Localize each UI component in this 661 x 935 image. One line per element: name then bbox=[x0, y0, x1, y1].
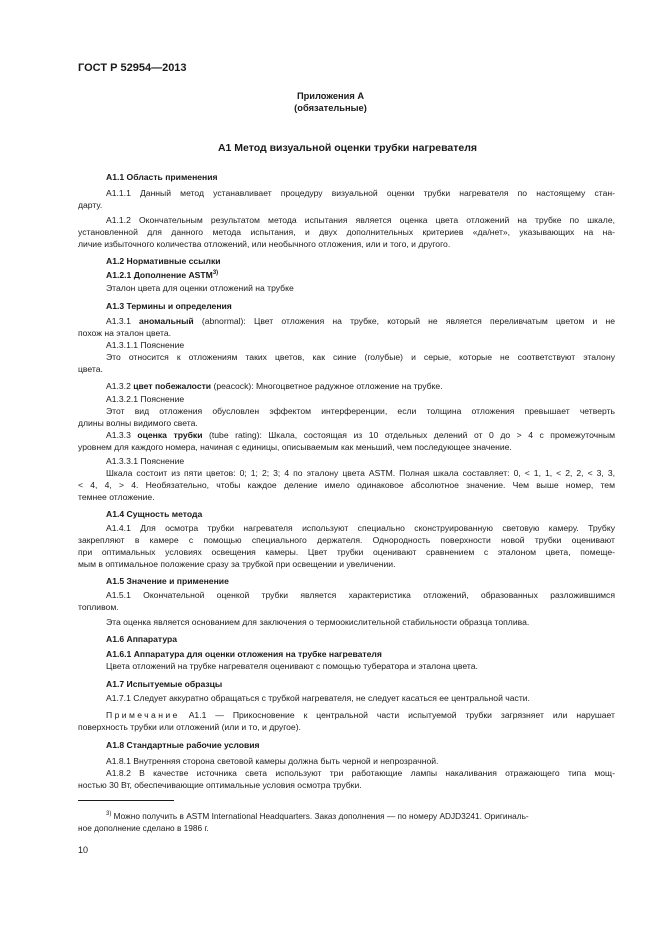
text-line: уровнем для каждого номера, начиная с единицы, описываемым как меньший, чем последующее значение. bbox=[78, 442, 512, 452]
text-line: мым в оптимальное положение сразу за трубкой при освещении и увеличении. bbox=[78, 559, 396, 569]
text-line: цвета. bbox=[78, 364, 103, 374]
text-line: А1.3.3 оценка трубки (tube rating): Шкала, состоящая из 10 отдельных делений от 0 до > 4 с промежуточным bbox=[106, 430, 615, 440]
text-line: А1.3.3.1 Пояснение bbox=[106, 456, 185, 466]
text-line: дарту. bbox=[78, 200, 103, 210]
text-line: А1.5.1 Окончательной оценкой трубки является характеристика отложений, образованных разложившимся bbox=[106, 590, 615, 600]
text-line: А1.8.2 В качестве источника света используют три работающие лампы накаливания отражающего типа мощ- bbox=[106, 768, 615, 778]
text-line: Эталон цвета для оценки отложений на трубке bbox=[106, 283, 294, 293]
footnote-text: Можно получить в ASTM International Headquarters. Заказ дополнения — по номеру ADJD3241. Оригиналь- bbox=[113, 811, 529, 821]
text-line: А1.3.1 аномальный (abnormal): Цвет отложения на трубке, который не является переливчатым цветом и не bbox=[106, 316, 615, 326]
text-line: Этот вид отложения обусловлен эффектом интерференции, если толщина отложения превышает четверть bbox=[106, 406, 615, 416]
text-line: Эта оценка является основанием для заключения о термоокислительной стабильности образца топлива. bbox=[106, 617, 530, 627]
document-header: ГОСТ Р 52954—2013 bbox=[78, 62, 187, 74]
term: оценка трубки bbox=[137, 430, 203, 440]
text-line: А1.3.2 цвет побежалости (peacock): Многоцветное радужное отложение на трубке. bbox=[106, 381, 443, 391]
text-line: личие избыточного количества отложений, или необычного отложения, или и того, и другого. bbox=[78, 239, 451, 249]
subsection-heading: А1.2 Нормативные ссылки bbox=[106, 256, 221, 266]
section-title: А1 Метод визуальной оценки трубки нагревателя bbox=[217, 142, 478, 154]
subsection-heading: А1.5 Значение и применение bbox=[106, 576, 229, 586]
footnote-line-1 bbox=[106, 810, 529, 822]
subsection-heading: А1.8 Стандартные рабочие условия bbox=[106, 740, 260, 750]
text-line: похож на эталон цвета. bbox=[78, 328, 171, 338]
subsection-heading: А1.2.1 Дополнение ASTM$^{3)}$ bbox=[106, 270, 219, 280]
footnote-line-2: ное дополнение сделано в 1986 г. bbox=[78, 823, 209, 833]
text-line: ностью 30 Вт, обеспечивающие оптимальные условия осмотра трубки. bbox=[78, 780, 362, 790]
text-line: при оптимальных условиях освещения камеры. Цвет трубки оценивают сравнением с эталоном цвета, помеще- bbox=[78, 547, 615, 557]
text-line: Примечание А1.1 — Прикосновение к центральной части испытуемой трубки загрязняет или нарушает bbox=[106, 710, 615, 720]
subsection-heading: А1.1 Область применения bbox=[106, 172, 218, 182]
text-line: А1.1.1 Данный метод устанавливает процедуру визуальной оценки трубки нагревателя по настоящему стан- bbox=[106, 188, 615, 198]
footnote-rule bbox=[78, 800, 174, 801]
text-line: А1.3.1.1 Пояснение bbox=[106, 340, 185, 350]
text-line: Это относится к отложениям таких цветов, как синие (голубые) и серые, которые не соответствуют эталону bbox=[106, 352, 615, 362]
note-label: Примечание bbox=[106, 710, 180, 720]
subsection-heading: А1.6.1 Аппаратура для оценки отложения на трубке нагревателя bbox=[106, 649, 382, 659]
term: аномальный bbox=[139, 316, 194, 326]
appendix-title: Приложения А bbox=[296, 91, 365, 101]
text-line: поверхность трубки или отложений (или и то, и другое). bbox=[78, 722, 301, 732]
text-line: топливом. bbox=[78, 602, 119, 612]
subsection-heading: А1.6 Аппаратура bbox=[106, 634, 178, 644]
text-line: А1.8.1 Внутренняя сторона световой камеры должна быть черной и непрозрачной. bbox=[106, 756, 439, 766]
text-line: темнее отложение. bbox=[78, 492, 155, 502]
text-line: А1.4.1 Для осмотра трубки нагревателя используют специально сконструированную световую камеру. Трубку bbox=[106, 523, 615, 533]
text-line: Шкала состоит из пяти цветов: 0; 1; 2; 3; 4 по эталону цвета ASTM. Полная шкала составляет: 0, < 1, 1, < 2, 2, < 3, 3, bbox=[106, 468, 615, 478]
footnote-marker: 3) bbox=[106, 811, 112, 817]
subsection-heading: А1.3 Термины и определения bbox=[106, 301, 232, 311]
page-number: 10 bbox=[78, 845, 89, 855]
text-line: длины волны видимого света. bbox=[78, 418, 198, 428]
appendix-status: (обязательные) bbox=[294, 103, 367, 113]
text-line: установленной для данного метода испытания, и двух дополнительных критериев «да/нет», указывающих на на- bbox=[78, 227, 615, 237]
text-line: < 4, 4, > 4. Необязательно, чтобы каждое деление имело одинаковое абсолютное значение. Чем выше номер, тем bbox=[78, 480, 615, 490]
footnote-ref: 3) bbox=[212, 270, 219, 276]
subsection-heading: А1.7 Испытуемые образцы bbox=[106, 679, 223, 689]
text-line: закрепляют в камере с помощью специального держателя. Однородность поверхности новой трубки оценивают bbox=[78, 535, 615, 545]
text-line: А1.3.2.1 Пояснение bbox=[106, 394, 185, 404]
term: цвет побежалости bbox=[133, 381, 212, 391]
subsection-heading: А1.4 Сущность метода bbox=[106, 509, 203, 519]
text-line: Цвета отложений на трубке нагревателя оценивают с помощью тубератора и эталона цвета. bbox=[106, 661, 478, 671]
text-line: А1.7.1 Следует аккуратно обращаться с трубкой нагревателя, не следует касаться ее центральной части. bbox=[106, 693, 530, 703]
text-line: А1.1.2 Окончательным результатом метода испытания является оценка цвета отложений на трубке по шкале, bbox=[106, 215, 615, 225]
